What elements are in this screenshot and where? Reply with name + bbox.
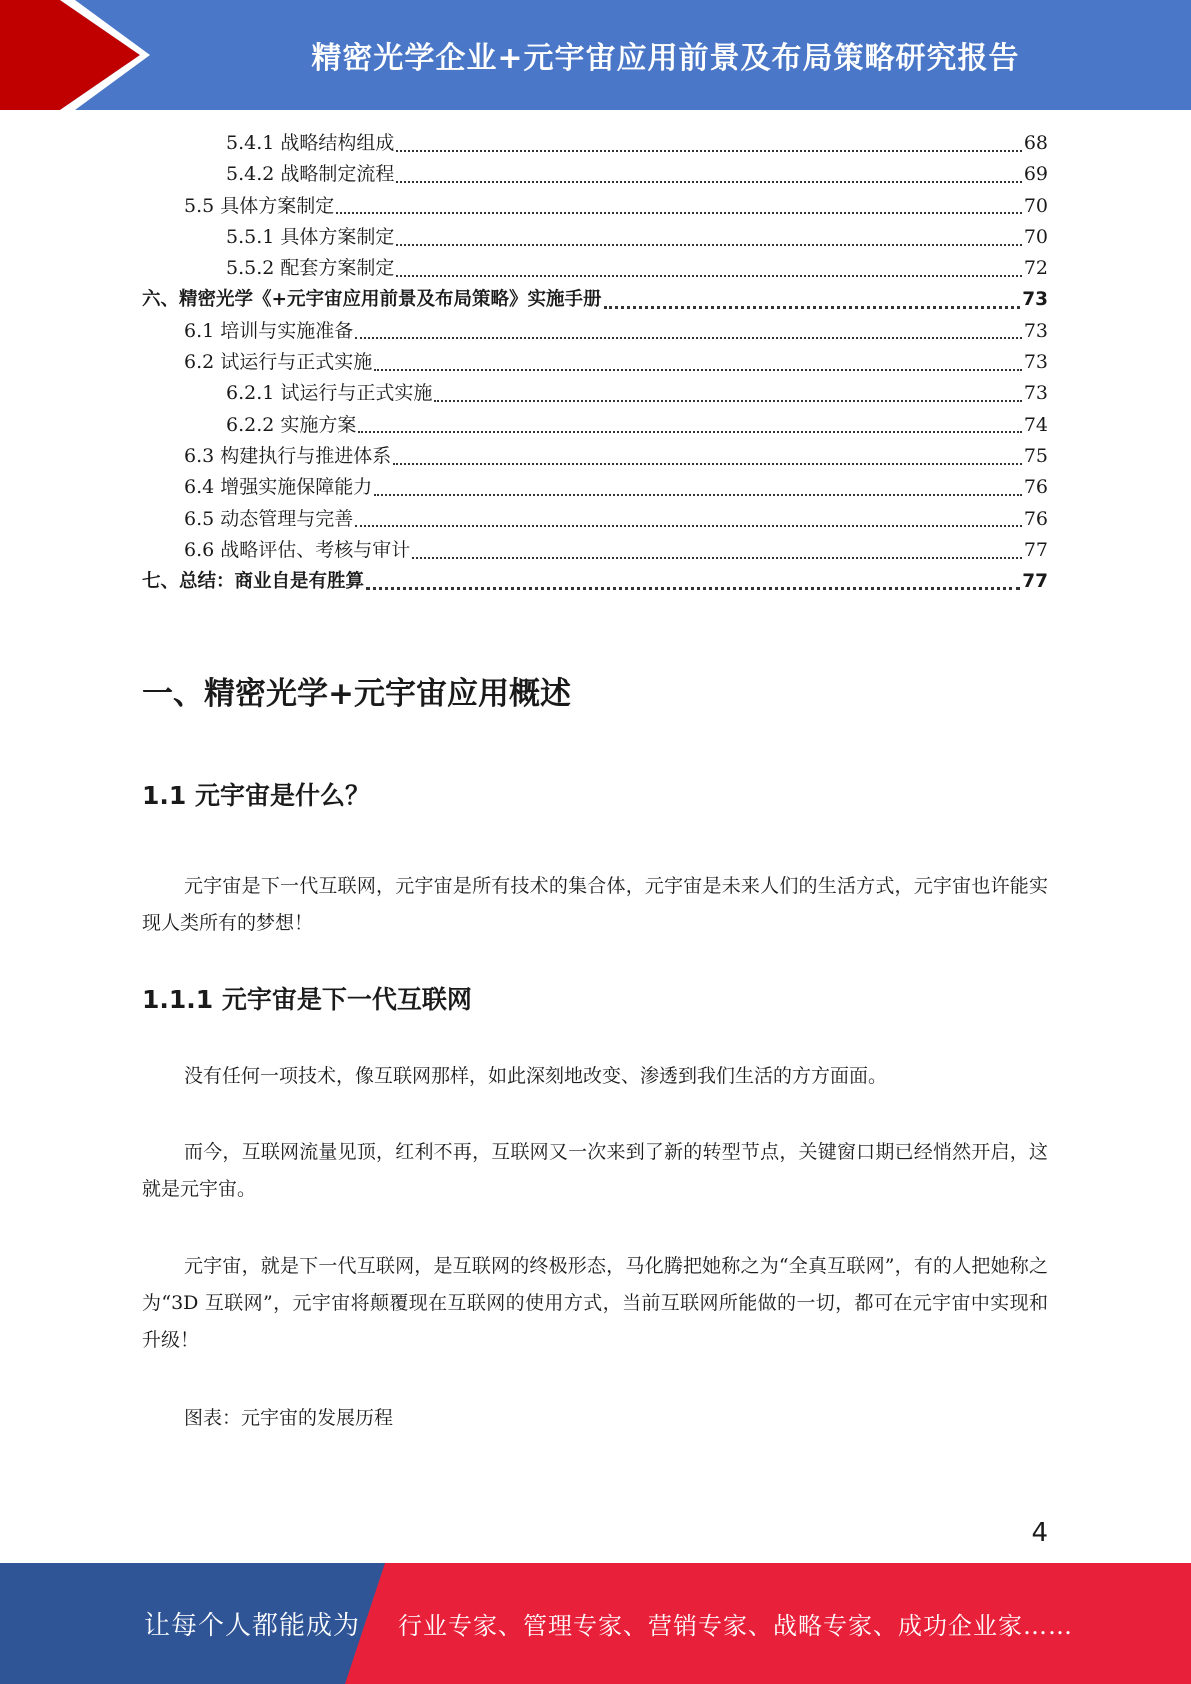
toc-entry-label: 6.6 战略评估、考核与审计 (184, 538, 411, 561)
toc-entry[interactable] (142, 191, 1048, 222)
toc-leader-dots (358, 431, 1021, 433)
toc-leader-dots (412, 557, 1022, 559)
toc-leader-dots (355, 525, 1022, 527)
toc-entry-label: 六、精密光学《+元宇宙应用前景及布局策略》实施手册 (142, 289, 602, 311)
toc-entry[interactable] (142, 504, 1048, 535)
toc-entry-page: 76 (1023, 476, 1048, 499)
toc-entry-label: 5.4.1 战略结构组成 (226, 132, 395, 154)
toc-entry-page: 75 (1023, 444, 1048, 467)
toc-leader-dots (396, 275, 1021, 277)
toc-entry-label: 6.4 增强实施保障能力 (184, 476, 373, 499)
toc-entry-label: 5.5.1 具体方案制定 (226, 225, 395, 248)
toc-entry[interactable] (142, 316, 1048, 347)
figure-caption: 图表：元宇宙的发展历程 (184, 1407, 394, 1429)
toc-leader-dots (374, 494, 1022, 496)
toc-entry[interactable] (142, 535, 1048, 566)
toc-entry[interactable] (142, 128, 1048, 159)
toc-entry-page: 73 (1023, 351, 1048, 374)
toc-entry-page: 74 (1023, 413, 1048, 436)
toc-leader-dots (396, 181, 1021, 183)
toc-leader-dots (434, 400, 1021, 402)
toc-entry-page: 76 (1023, 507, 1048, 530)
page-number: 4 (1031, 1518, 1048, 1548)
subsection-heading: 1.1 元宇宙是什么？ (142, 781, 370, 810)
toc-leader-dots (366, 587, 1020, 590)
section-heading: 一、精密光学+元宇宙应用概述 (142, 676, 571, 712)
table-of-contents (142, 128, 1048, 597)
toc-entry-page: 72 (1023, 257, 1048, 280)
toc-entry-page: 73 (1023, 382, 1048, 405)
toc-entry[interactable] (142, 284, 1048, 315)
footer-slogan-left: 让每个人都能成为 (144, 1611, 361, 1641)
toc-entry-page: 73 (1023, 319, 1048, 342)
toc-leader-dots (396, 244, 1021, 246)
toc-entry[interactable] (142, 253, 1048, 284)
paragraph: 元宇宙是下一代互联网，元宇宙是所有技术的集合体，元宇宙是未来人们的生活方式，元宇宙也许能实现人类所有的梦想！ (142, 875, 1048, 934)
toc-entry[interactable] (142, 566, 1048, 597)
toc-entry-label: 5.5 具体方案制定 (184, 194, 335, 217)
toc-entry[interactable] (142, 159, 1048, 190)
toc-entry-label: 6.2 试运行与正式实施 (184, 351, 373, 374)
toc-entry-label: 6.1 培训与实施准备 (184, 319, 354, 342)
toc-leader-dots (374, 369, 1022, 371)
toc-leader-dots (396, 150, 1021, 152)
toc-entry-page: 73 (1022, 289, 1048, 311)
subsubsection-heading: 1.1.1 元宇宙是下一代互联网 (142, 985, 472, 1014)
toc-entry-label: 6.3 构建执行与推进体系 (184, 444, 392, 467)
toc-entry-page: 77 (1023, 538, 1048, 561)
paragraph: 没有任何一项技术，像互联网那样，如此深刻地改变、渗透到我们生活的方方面面。 (184, 1065, 888, 1087)
toc-entry-page: 70 (1023, 194, 1048, 217)
page-footer (0, 1563, 1191, 1684)
toc-entry[interactable] (142, 347, 1048, 378)
toc-entry-page: 77 (1022, 571, 1048, 593)
toc-entry[interactable] (142, 410, 1048, 441)
toc-entry-label: 5.5.2 配套方案制定 (226, 257, 395, 280)
toc-leader-dots (393, 463, 1022, 465)
toc-entry-label: 6.2.2 实施方案 (226, 413, 357, 436)
toc-entry[interactable] (142, 441, 1048, 472)
toc-entry-page: 69 (1023, 163, 1048, 186)
toc-entry-label: 6.5 动态管理与完善 (184, 507, 354, 530)
toc-leader-dots (336, 212, 1022, 214)
footer-slogan-right: 行业专家、管理专家、营销专家、战略专家、成功企业家…… (398, 1612, 1073, 1640)
toc-entry[interactable] (142, 378, 1048, 409)
toc-entry-label: 6.2.1 试运行与正式实施 (226, 382, 433, 405)
paragraph: 而今，互联网流量见顶，红利不再，互联网又一次来到了新的转型节点，关键窗口期已经悄然开启，这就是元宇宙。 (142, 1141, 1048, 1200)
toc-leader-dots (604, 306, 1021, 309)
toc-entry[interactable] (142, 472, 1048, 503)
toc-entry-page: 68 (1023, 132, 1048, 154)
report-title: 精密光学企业+元宇宙应用前景及布局策略研究报告 (311, 41, 1020, 76)
toc-entry-label: 七、总结：商业自是有胜算 (142, 571, 365, 593)
paragraph: 元宇宙，就是下一代互联网，是互联网的终极形态，马化腾把她称之为“全真互联网”，有的人把她称之为“3D 互联网”，元宇宙将颠覆现在互联网的使用方式，当前互联网所能做的一切，都可在元宇宙中实现和升级！ (142, 1255, 1048, 1351)
page-header (0, 0, 1191, 110)
toc-entry-label: 5.4.2 战略制定流程 (226, 163, 395, 186)
toc-entry-page: 70 (1023, 225, 1048, 248)
toc-entry[interactable] (142, 222, 1048, 253)
toc-leader-dots (355, 337, 1022, 339)
